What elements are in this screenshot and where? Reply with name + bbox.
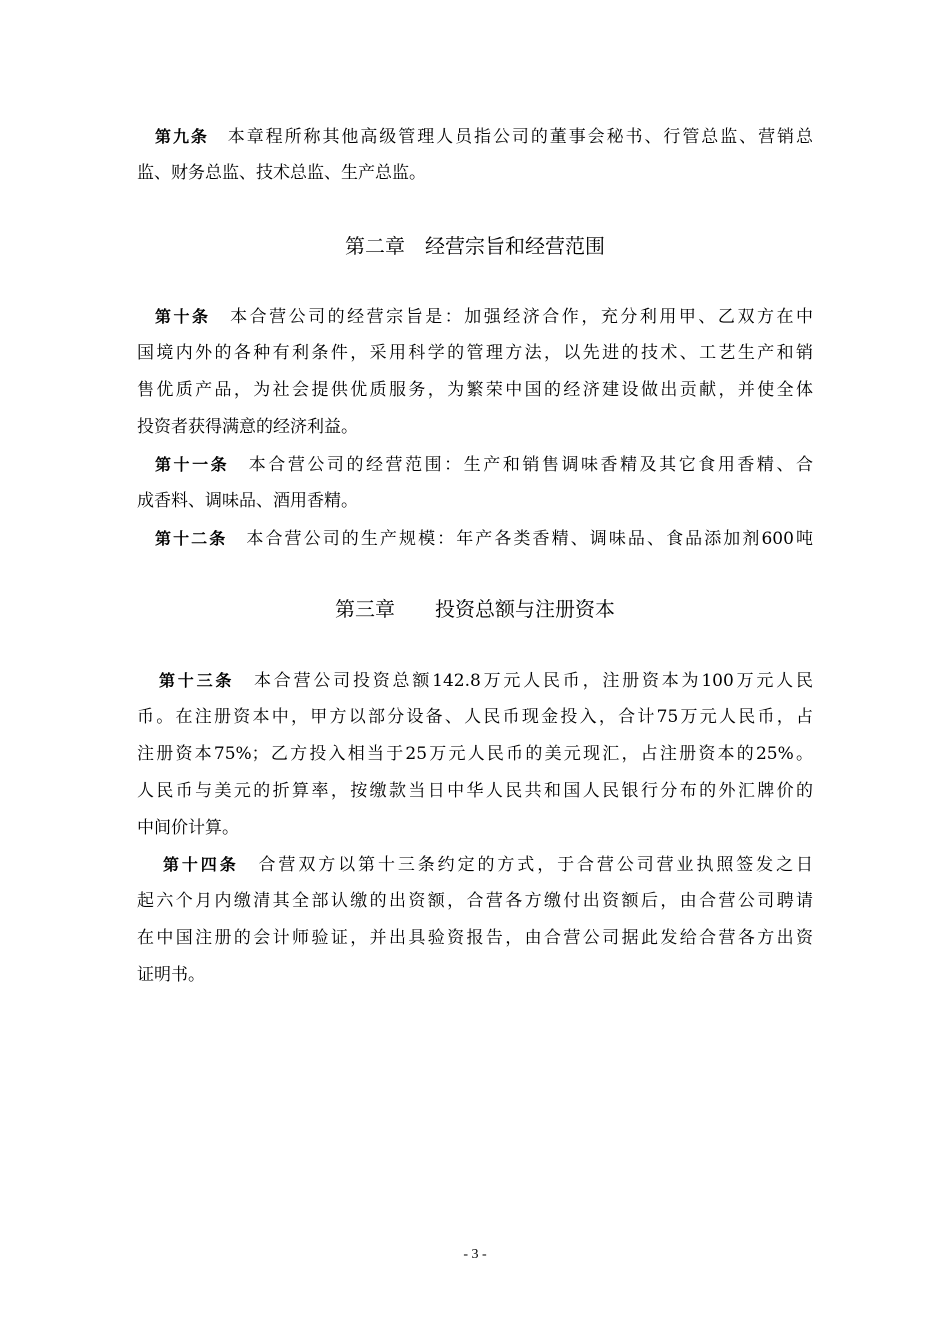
article-text: 币。在注册资本中，甲方以部分设备、人民币现金投入，合计75万元人民币，占 [137,707,813,727]
article-text: 本合营公司的经营范围：生产和销售调味香精及其它食用香精、合 [248,455,813,475]
article-text: 合营双方以第十三条约定的方式，于合营公司营业执照签发之日 [258,855,813,875]
article-text: 本章程所称其他高级管理人员指公司的董事会秘书、行管总监、营销总 [227,127,814,147]
chapter-heading: 第二章 经营宗旨和经营范围 [345,234,605,258]
article-text: 投资者获得满意的经济利益。 [137,417,358,437]
page-number: - 3 - [463,1247,487,1262]
article-text: 注册资本75%；乙方投入相当于25万元人民币的美元现汇，占注册资本的25%。 [137,744,813,764]
article-text: 成香料、调味品、酒用香精。 [137,491,358,511]
article-label: 第九条 [155,127,209,146]
article-label: 第十一条 [155,455,230,474]
article-text: 售优质产品，为社会提供优质服务，为繁荣中国的经济建设做出贡献，并使全体 [137,380,813,400]
article-text: 本合营公司的生产规模：年产各类香精、调味品、食品添加剂600吨 [246,529,813,549]
article-text: 在中国注册的会计师验证，并出具验资报告，由合营公司据此发给合营各方出资 [137,928,813,948]
article-11 [137,446,813,520]
article-text: 监、财务总监、技术总监、生产总监。 [137,163,426,183]
article-text: 本合营公司的经营宗旨是：加强经济合作，充分利用甲、乙双方在中 [230,307,813,327]
article-label: 第十四条 [163,855,239,874]
article-text: 本合营公司投资总额142.8万元人民币，注册资本为100万元人民 [253,671,813,691]
article-text: 人民币与美元的折算率，按缴款当日中华人民共和国人民银行分布的外汇牌价的 [137,781,813,801]
article-text: 国境内外的各种有利条件，采用科学的管理方法，以先进的技术、工艺生产和销 [137,343,813,363]
article-9 [137,118,813,192]
article-label: 第十三条 [159,671,235,690]
article-text: 起六个月内缴清其全部认缴的出资额，合营各方缴付出资额后，由合营公司聘请 [137,891,813,911]
article-13 [137,662,813,847]
article-label: 第十二条 [155,529,228,548]
article-10 [137,298,813,446]
article-12 [137,520,813,557]
article-label: 第十条 [155,307,211,326]
article-14 [137,846,813,994]
article-text: 中间价计算。 [137,818,239,838]
chapter-heading: 第三章 投资总额与注册资本 [335,597,615,621]
article-text: 证明书。 [137,965,205,985]
